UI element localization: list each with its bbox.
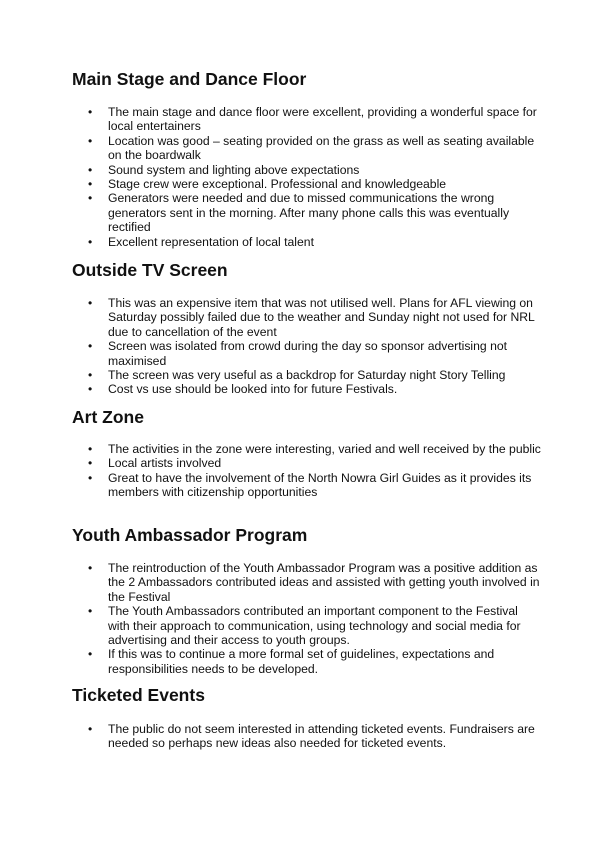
list-item: • The Youth Ambassadors contributed an important component to the Festival with their approach to communication, using technology and social media for advertising and their access to youth groups. [72, 604, 542, 647]
bullet-list [72, 722, 542, 751]
section-heading: Main Stage and Dance Floor [72, 69, 307, 89]
section-heading: Outside TV Screen [72, 260, 228, 280]
bullet-list [72, 296, 542, 397]
list-item: • Screen was isolated from crowd during the day so sponsor advertising not maximised [72, 339, 542, 368]
bullet-list [72, 561, 542, 676]
section-heading: Youth Ambassador Program [72, 525, 308, 545]
list-item: • Sound system and lighting above expectations [72, 163, 542, 177]
list-item: • The screen was very useful as a backdrop for Saturday night Story Telling [72, 368, 542, 382]
section-heading: Art Zone [72, 407, 144, 427]
section-heading: Ticketed Events [72, 685, 205, 705]
section-ticketed-events [72, 684, 542, 751]
list-item: • The activities in the zone were interesting, varied and well received by the public [72, 442, 542, 456]
list-item: • Excellent representation of local talent [72, 235, 542, 249]
section-youth-ambassador-program [72, 524, 542, 676]
list-item: • This was an expensive item that was not utilised well. Plans for AFL viewing on Saturday possibly failed due to the weather and Sunday night not used for NRL due to cancellation of the event [72, 296, 542, 339]
section-art-zone [72, 406, 542, 500]
list-item: • Cost vs use should be looked into for future Festivals. [72, 382, 542, 396]
list-item: • The public do not seem interested in attending ticketed events. Fundraisers are needed so perhaps new ideas also needed for ticketed events. [72, 722, 542, 751]
list-item: • The main stage and dance floor were excellent, providing a wonderful space for local entertainers [72, 105, 542, 134]
list-item: • Location was good – seating provided on the grass as well as seating available on the boardwalk [72, 134, 542, 163]
list-item: • Great to have the involvement of the North Nowra Girl Guides as it provides its members with citizenship opportunities [72, 471, 542, 500]
section-main-stage [72, 68, 542, 249]
list-item: • If this was to continue a more formal set of guidelines, expectations and responsibilities needs to be developed. [72, 647, 542, 676]
list-item: • Local artists involved [72, 456, 542, 470]
list-item: • Generators were needed and due to missed communications the wrong generators sent in the morning. After many phone calls this was eventually rectified [72, 191, 542, 234]
bullet-list [72, 442, 542, 500]
section-outside-tv-screen [72, 259, 542, 397]
list-item: • The reintroduction of the Youth Ambassador Program was a positive addition as the 2 Ambassadors contributed ideas and assisted with getting youth involved in the Festival [72, 561, 542, 604]
list-item: • Stage crew were exceptional. Professional and knowledgeable [72, 177, 542, 191]
bullet-list [72, 105, 542, 249]
